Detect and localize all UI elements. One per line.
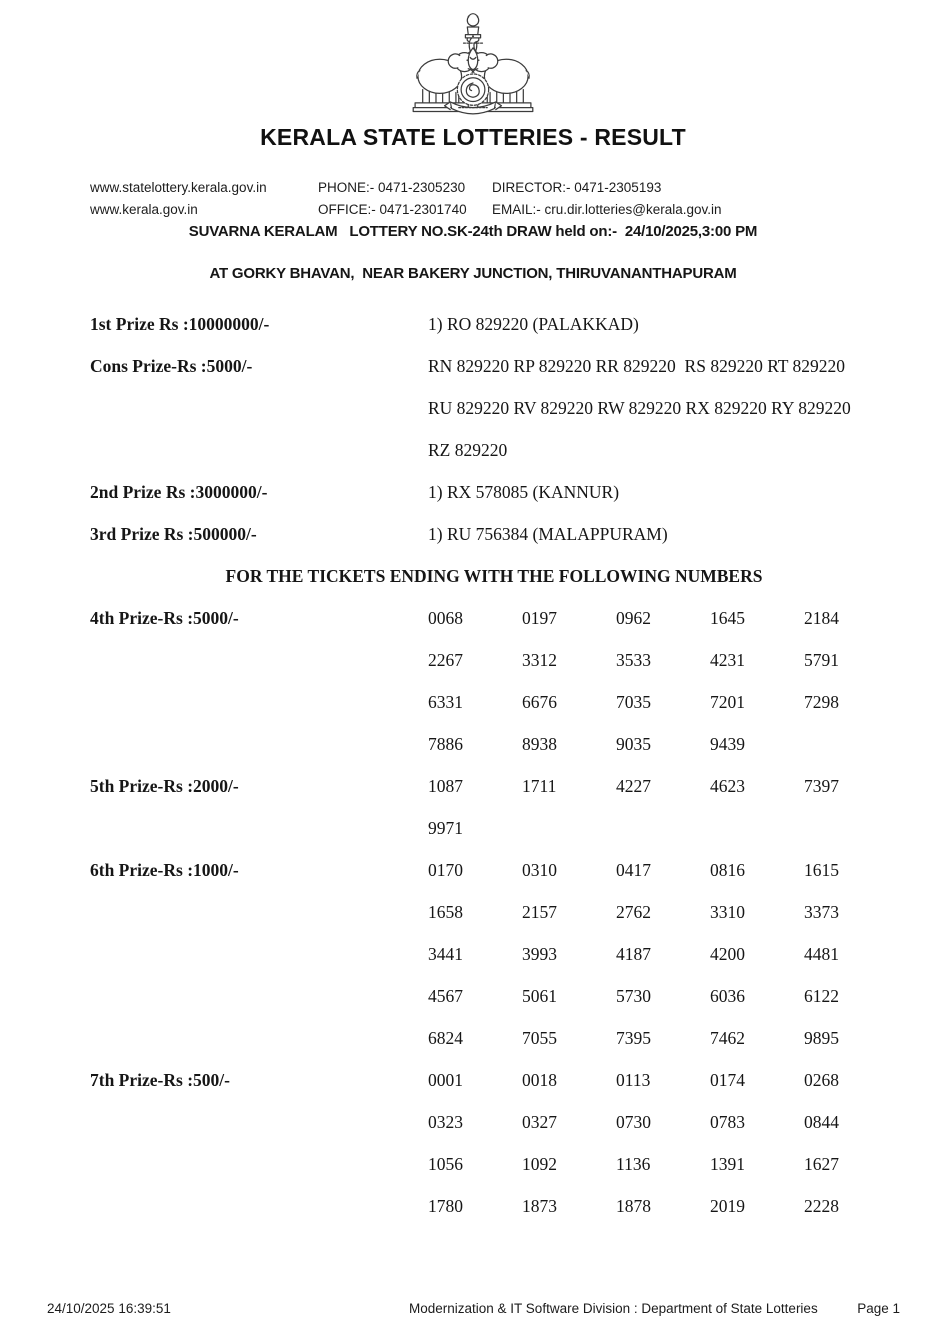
winning-number: 8938 <box>522 734 557 754</box>
winning-numbers-grid <box>428 597 898 765</box>
winning-number: 3993 <box>522 944 557 964</box>
winning-number: 1780 <box>428 1196 463 1216</box>
prize-label: 5th Prize-Rs :2000/- <box>90 776 239 796</box>
winning-number: 4481 <box>804 944 839 964</box>
winning-number: 7886 <box>428 734 463 754</box>
winning-number: 2762 <box>616 902 651 922</box>
winning-number: 1711 <box>522 776 557 796</box>
prize-row-seventh <box>90 1059 898 1227</box>
winning-number: 0730 <box>616 1112 651 1132</box>
page-footer <box>0 1301 946 1321</box>
winning-number: 0323 <box>428 1112 463 1132</box>
contact-block <box>0 177 946 221</box>
generated-timestamp: 24/10/2025 16:39:51 <box>47 1301 171 1316</box>
winning-ticket: RU 829220 RV 829220 RW 829220 RX 829220 RY 829220 <box>428 398 851 418</box>
winning-number: 4227 <box>616 776 651 796</box>
winning-number: 7055 <box>522 1028 557 1048</box>
prize-row-first <box>90 303 898 345</box>
winning-ticket: 1) RX 578085 (KANNUR) <box>428 482 620 502</box>
winning-number: 3441 <box>428 944 463 964</box>
winning-number: 6036 <box>710 986 745 1006</box>
winning-number: 7397 <box>804 776 839 796</box>
winning-number: 3373 <box>804 902 839 922</box>
winning-number: 9035 <box>616 734 651 754</box>
winning-number: 2157 <box>522 902 557 922</box>
winning-number: 4567 <box>428 986 463 1006</box>
winning-number: 0327 <box>522 1112 557 1132</box>
prize-winners <box>428 345 851 471</box>
prize-winners <box>428 303 639 345</box>
winning-number: 0113 <box>616 1070 651 1090</box>
state-emblem-icon <box>410 8 536 120</box>
winning-number: 2228 <box>804 1196 839 1216</box>
email-address: EMAIL:- cru.dir.lotteries@kerala.gov.in <box>492 202 722 217</box>
prize-row-second <box>90 471 898 513</box>
prize-row-third <box>90 513 898 555</box>
winning-number: 0170 <box>428 860 463 880</box>
winning-number: 6331 <box>428 692 463 712</box>
website-kerala: www.kerala.gov.in <box>90 202 198 217</box>
winning-ticket: 1) RU 756384 (MALAPPURAM) <box>428 524 668 544</box>
prize-winners <box>428 471 619 513</box>
winning-numbers-grid <box>428 849 898 1059</box>
contact-row <box>90 177 946 199</box>
office-phone-number: OFFICE:- 0471-2301740 <box>318 202 467 217</box>
winning-number: 1658 <box>428 902 463 922</box>
prize-row-consolation <box>90 345 898 471</box>
prize-row-sixth <box>90 849 898 1059</box>
winning-ticket: RN 829220 RP 829220 RR 829220 RS 829220 RT 829220 <box>428 356 846 376</box>
prize-results <box>0 303 946 1227</box>
winning-numbers-grid <box>428 765 898 849</box>
winning-number: 1878 <box>616 1196 651 1216</box>
winning-number: 5730 <box>616 986 651 1006</box>
prize-row-fourth <box>90 597 898 765</box>
winning-number: 6122 <box>804 986 839 1006</box>
winning-number: 9439 <box>710 734 745 754</box>
winning-number: 4200 <box>710 944 745 964</box>
winning-number: 0844 <box>804 1112 839 1132</box>
director-phone-number: DIRECTOR:- 0471-2305193 <box>492 180 662 195</box>
winning-number: 0816 <box>710 860 745 880</box>
winning-number: 0018 <box>522 1070 557 1090</box>
winning-number: 7201 <box>710 692 745 712</box>
contact-row <box>90 199 946 221</box>
page-number: Page 1 <box>857 1301 900 1316</box>
winning-number: 1056 <box>428 1154 463 1174</box>
division-credit: Modernization & IT Software Division : Department of State Lotteries <box>409 1301 818 1316</box>
winning-number: 3533 <box>616 650 651 670</box>
winning-numbers-grid <box>428 1059 898 1227</box>
winning-number: 1873 <box>522 1196 557 1216</box>
phone-number: PHONE:- 0471-2305230 <box>318 180 466 195</box>
prize-label: 7th Prize-Rs :500/- <box>90 1070 230 1090</box>
winning-number: 1391 <box>710 1154 745 1174</box>
winning-number: 0783 <box>710 1112 745 1132</box>
winning-number: 4187 <box>616 944 651 964</box>
winning-number: 0310 <box>522 860 557 880</box>
prize-label: Cons Prize-Rs :5000/- <box>90 356 253 376</box>
winning-number: 4231 <box>710 650 745 670</box>
winning-number: 5061 <box>522 986 557 1006</box>
prize-label: 1st Prize Rs :10000000/- <box>90 314 270 334</box>
winning-number: 4623 <box>710 776 745 796</box>
winning-number: 9971 <box>428 818 463 838</box>
venue-line: AT GORKY BHAVAN, NEAR BAKERY JUNCTION, THIRUVANANTHAPURAM <box>209 265 737 282</box>
winning-number: 9895 <box>804 1028 839 1048</box>
winning-number: 6676 <box>522 692 557 712</box>
prize-winners <box>428 513 668 555</box>
prize-row-fifth <box>90 765 898 849</box>
winning-number: 1136 <box>616 1154 651 1174</box>
winning-number: 3312 <box>522 650 557 670</box>
prize-label: 6th Prize-Rs :1000/- <box>90 860 239 880</box>
winning-number: 6824 <box>428 1028 463 1048</box>
winning-number: 7462 <box>710 1028 745 1048</box>
winning-number: 7395 <box>616 1028 651 1048</box>
winning-number: 0174 <box>710 1070 745 1090</box>
kerala-government-emblem-logo <box>0 0 946 120</box>
winning-number: 1645 <box>710 608 745 628</box>
draw-info-line: SUVARNA KERALAM LOTTERY NO.SK-24th DRAW held on:- 24/10/2025,3:00 PM <box>188 223 758 240</box>
winning-number: 1087 <box>428 776 463 796</box>
prize-label: 4th Prize-Rs :5000/- <box>90 608 239 628</box>
winning-number: 1092 <box>522 1154 557 1174</box>
winning-number: 0197 <box>522 608 557 628</box>
winning-number: 2019 <box>710 1196 745 1216</box>
prize-label: 2nd Prize Rs :3000000/- <box>90 482 268 502</box>
winning-number: 0268 <box>804 1070 839 1090</box>
winning-number: 0001 <box>428 1070 463 1090</box>
winning-number: 0068 <box>428 608 463 628</box>
ending-numbers-heading: FOR THE TICKETS ENDING WITH THE FOLLOWING NUMBERS <box>225 566 763 586</box>
winning-ticket: RZ 829220 <box>428 440 508 460</box>
winning-number: 7035 <box>616 692 651 712</box>
winning-number: 5791 <box>804 650 839 670</box>
winning-number: 0417 <box>616 860 651 880</box>
winning-number: 1627 <box>804 1154 839 1174</box>
page-title: KERALA STATE LOTTERIES - RESULT <box>260 124 686 150</box>
winning-number: 2184 <box>804 608 839 628</box>
winning-number: 7298 <box>804 692 839 712</box>
website-statelottery: www.statelottery.kerala.gov.in <box>90 180 267 195</box>
winning-number: 1615 <box>804 860 839 880</box>
winning-number: 0962 <box>616 608 651 628</box>
winning-number: 2267 <box>428 650 463 670</box>
prize-label: 3rd Prize Rs :500000/- <box>90 524 257 544</box>
winning-ticket: 1) RO 829220 (PALAKKAD) <box>428 314 639 334</box>
winning-number: 3310 <box>710 902 745 922</box>
